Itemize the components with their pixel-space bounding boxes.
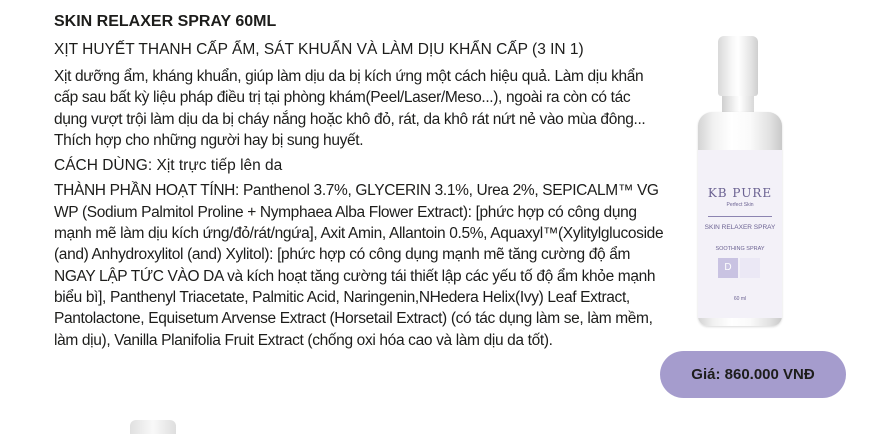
label-divider bbox=[708, 216, 772, 217]
bottle-label bbox=[698, 150, 782, 318]
bottle-letter-mark: D bbox=[718, 258, 738, 278]
product-subtitle: XỊT HUYẾT THANH CẤP ẨM, SÁT KHUẨN VÀ LÀM DỊU KHẨN CẤP (3 IN 1) bbox=[54, 41, 584, 58]
usage-text: CÁCH DÙNG: Xịt trực tiếp lên da bbox=[54, 157, 283, 175]
spray-pump bbox=[718, 36, 758, 96]
bottle-tagline: Perfect Skin bbox=[726, 202, 754, 208]
bottle-color-swatch bbox=[740, 258, 760, 278]
ingredients-text: THÀNH PHẦN HOẠT TÍNH: Panthenol 3.7%, GLYCERIN 3.1%, Urea 2%, SEPICALM™ VG WP (Sodium Palmitol Proline + Nymphaea Alba Flower Extract): [phức hợp có công dụng mạnh mẽ làm dịu kích ứng/đỏ/rát/ngứa], Axit Amin, Allantoin 0.5%, Aquaxyl™(Xylitylglucoside (and) Anhydroxylitol (and) Xylitol): [phức hợp có công dụng mạnh mẽ tăng cường độ ẩm NGAY LẬP TỨC VÀO DA và kích hoạt tăng cường tái thiết lập các yếu tố độ ẩm khỏe mạnh biểu bì], Panthenyl Triacetate, Palmitic Acid, Naringenin,NHedera Helix(Ivy) Leaf Extract, Pantolactone, Equisetum Arvense Extract (Horsetail Extract) (có tác dụng làm se, làm mềm, làm dịu), Vanilla Planifolia Fruit Extract (chống oxi hóa cao và làm dịu da tốt). bbox=[54, 182, 664, 349]
bottle-brand: KB PURE bbox=[707, 186, 773, 200]
price-badge: Giá: 860.000 VNĐ bbox=[660, 351, 846, 398]
product-image bbox=[686, 36, 796, 326]
bottle-volume: 60 ml bbox=[733, 296, 747, 302]
product-description-text: Xịt dưỡng ẩm, kháng khuẩn, giúp làm dịu da bị kích ứng một cách hiệu quả. Làm dịu khẩn cấp sau bất kỳ liệu pháp điều trị tại phòng khám(Peel/Laser/Meso...), ngoài ra còn có tác dụng vượt trội làm dịu da bị cháy nắng hoặc khô đỏ, rát, da khô rát nứt nẻ vào mùa đông... Thích hợp cho những người hay bị sung huyết. bbox=[54, 68, 646, 149]
bottle-product-name: SKIN RELAXER SPRAY bbox=[704, 224, 776, 231]
product-description bbox=[54, 12, 664, 355]
product-title: SKIN RELAXER SPRAY 60ML bbox=[54, 13, 277, 30]
partial-bottle-cap bbox=[130, 420, 176, 434]
bottle-product-subname: SOOTHING SPRAY bbox=[715, 246, 765, 252]
